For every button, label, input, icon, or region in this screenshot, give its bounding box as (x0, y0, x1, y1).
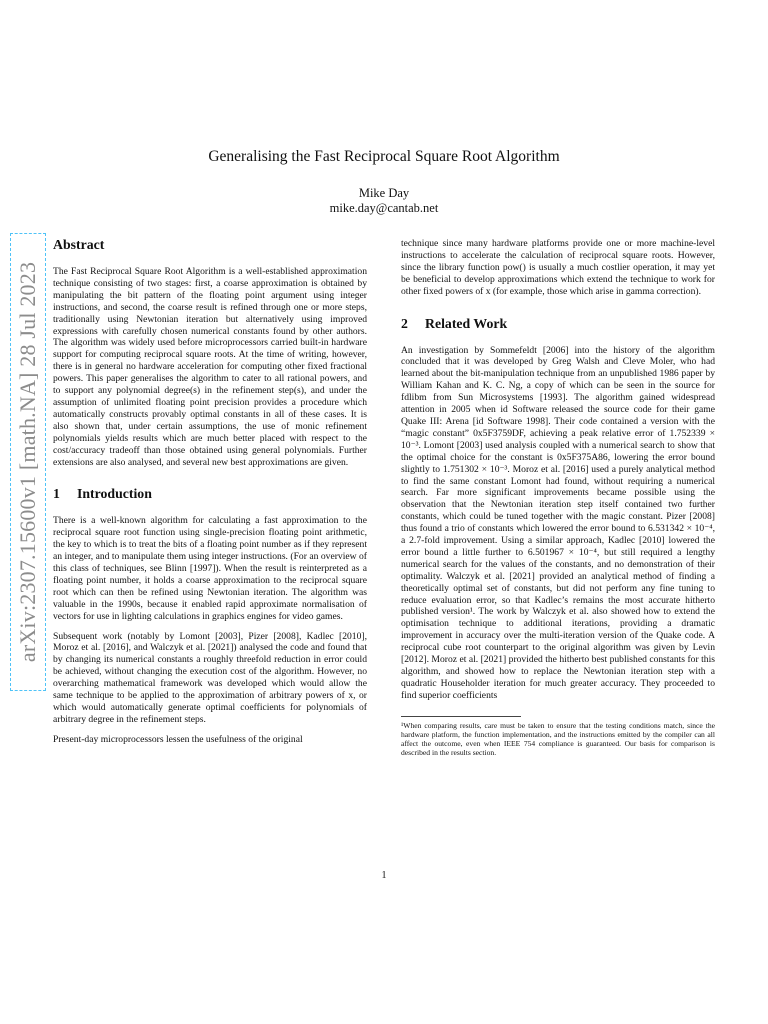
author-email: mike.day@cantab.net (329, 201, 439, 215)
intro-continuation: technique since many hardware platforms provide one or more machine-level instructions to accelerate the calculation of reciprocal square roots. However, since the library function pow() is usually a much costlier operation, it may yet be beneficial to develop approximations which extend the technique to work for other fixed powers of x (for example, those which arise in gamma correction). (401, 238, 715, 297)
author-block (0, 186, 768, 216)
author-name: Mike Day (358, 186, 410, 200)
paper-title: Generalising the Fast Reciprocal Square Root Algorithm (208, 148, 560, 165)
arxiv-identifier-text: arXiv:2307.15600v1 [math.NA] 28 Jul 2023 (15, 261, 40, 663)
intro-paragraph-3: Present-day microprocessors lessen the usefulness of the original (53, 733, 303, 745)
arxiv-identifier-stamp (10, 233, 46, 691)
abstract-text: The Fast Reciprocal Square Root Algorithm is a well-established approximation technique consisting of two stages: first, a coarse approximation is obtained by manipulating the bit pattern of the floating point argument using integer instructions, and second, the coarse result is refined through one or more steps, traditionally using Newtonian iteration but alternatively using improved expressions with carefully chosen numerical constants found by other authors. The algorithm was widely used before microprocessors carried built-in hardware support for computing reciprocal square roots. At the time of writing, however, there is in general no hardware acceleration for computing other fixed fractional powers. This paper generalises the algorithm to cater to all rational powers, and to support any polynomial degree(s) in the refinement step(s), and under the assumption of unlimited floating point precision provides a procedure which automatically constructs provably optimal constants in all of these cases. It is also shown that, under certain assumptions, the use of monic refinement polynomials yields results which are much better placed with respect to the cost/accuracy tradeoff than those obtained using general polynomials. Further extensions are also analysed, and several new best approximations are given. (53, 266, 367, 468)
page-number: 1 (381, 870, 387, 881)
related-work-text: An investigation by Sommefeldt [2006] into the history of the algorithm concluded that it was developed by Greg Walsh and Cleve Moler, who had learned about the bit-manipulation technique from an unpublished 1986 paper by William Kahan and K. C. Ng, a copy of which can be seen in the source for fdlibm from Sun Microsystems [1993]. The algorithm gained widespread attention in 2005 when id Software released the source code for their game Quake III: Arena [id Software 1998]. Their code contained a version with the “magic constant” 0x5F3759DF, achieving a peak relative error of 1.752339 × 10⁻³. Lomont [2003] used analysis coupled with a numerical search to show that the optimal choice for the constant is 0x5F375A86, lowering the error bound slightly to 1.751302 × 10⁻³. Moroz et al. [2016] used a purely analytical method to find the same constant Lomont had found, without requiring a numerical search. Far more significant improvements became possible using the observation that the Newtonian iteration step itself contained two further constants, which could be tuned together with the magic constant. Pizer [2008] thus found a trio of constants which lowered the error bound to 6.531342 × 10⁻⁴, a 2.7-fold improvement. Using a similar approach, Kadlec [2010] lowered the error bound a little further to 6.501967 × 10⁻⁴, but still required a lengthy numerical search for the values of the constants, and no demonstration of their optimality. Walczyk et al. [2021] provided an analytical method of finding a theoretically optimal set of constants, but did not perform any fine tuning to reduce evaluation error, so that Kadlec’s remains the most accurate hitherto published version¹. The work by Walczyk et al. also showed how to extend the optimisation technique to additional iterations, providing a dramatic improvement in accuracy over the multi-iteration version of the Quake code. A reciprocal cube root counterpart to the original algorithm was given by Levin [2012]. Moroz et al. [2021] provided the hitherto best published constants for this algorithm, and showed how to replace the Newtonian iteration step with a quadratic Householder iteration for much greater accuracy. They proceeded to find superior coefficients (401, 344, 715, 701)
section-1-heading (53, 486, 367, 502)
footnote-divider (401, 716, 521, 717)
section-2-title: Related Work (425, 315, 508, 331)
section-2-number: 2 (401, 315, 408, 331)
left-column (53, 237, 367, 754)
footnote: ¹When comparing results, care must be taken to ensure that the testing conditions match, since the hardware platform, the function implementation, and the instructions emitted by the compiler can all affect the outcome, even when IEEE 754 compliance is guaranteed. Our basis for comparison is described in the results section. (401, 720, 715, 757)
abstract-heading: Abstract (53, 237, 105, 252)
section-1-number: 1 (53, 486, 60, 502)
intro-paragraph-2: Subsequent work (notably by Lomont [2003], Pizer [2008], Kadlec [2010], Moroz et al. [2016], and Walczyk et al. [2021]) analysed the code and found that by changing its numerical constants a roughly threefold reduction in error could be achieved, without changing the execution cost of the algorithm. However, no overarching mathematical framework was developed which would allow the same technique to be applied to the approximation of arbitrary powers of x, or which would automatically generate optimal coefficients for polynomials of arbitrary degree in the refinement steps. (53, 630, 367, 725)
section-1-title: Introduction (77, 486, 152, 502)
title-block (0, 148, 768, 216)
section-2-heading (401, 316, 715, 332)
right-column (401, 238, 715, 757)
intro-paragraph-1: There is a well-known algorithm for calculating a fast approximation to the reciprocal square root function using single-precision floating point arithmetic, the key to which is to treat the bits of a floating point number as if they represent an integer, and to manipulate them using integer instructions. (For an overview of this class of techniques, see Blinn [1997]). When the result is reinterpreted as a floating point number, it holds a coarse approximation to the reciprocal square root which can then be refined using Newtonian iteration. The algorithm was valuable in the 1990s, because it enabled rapid approximate normalisation of vectors for use in lighting calculations in graphics engines for video games. (53, 515, 367, 622)
